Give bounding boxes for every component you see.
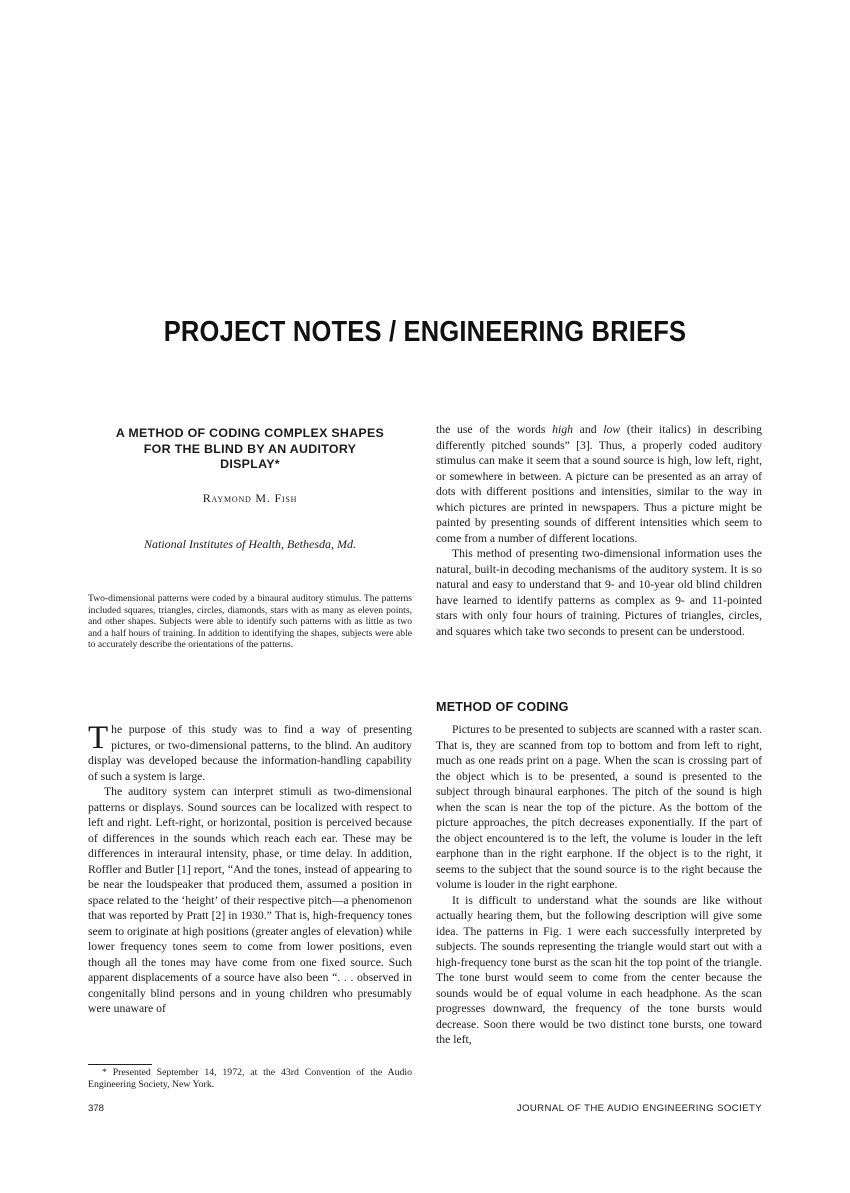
- right-column-body-top: [436, 422, 762, 639]
- article-title-line: A METHOD OF CODING COMPLEX SHAPES: [115, 426, 385, 440]
- footnote-divider: [88, 1064, 152, 1065]
- journal-name: JOURNAL OF THE AUDIO ENGINEERING SOCIETY: [516, 1103, 762, 1114]
- section-title: PROJECT NOTES / ENGINEERING BRIEFS: [163, 316, 687, 348]
- section-subheading: METHOD OF CODING: [436, 700, 569, 714]
- body-paragraph: [88, 722, 412, 784]
- article-title-line: DISPLAY*: [220, 457, 280, 471]
- body-paragraph: It is difficult to understand what the sounds are like without actually hearing them, but the following description will give some idea. The patterns in Fig. 1 were each successfully interpreted by subjects. The sounds representing the triangle would start out with a high-frequency tone burst as the scan hit the top point of the triangle. The tone burst would seem to come from the center because the sounds would be of equal volume in each headphone. As the scan progresses downward, the frequency of the tone bursts would decrease. Soon there would be two distinct tone bursts, one toward the left,: [436, 893, 762, 1046]
- body-paragraph: Pictures to be presented to subjects are scanned with a raster scan. That is, they are scanned from top to bottom and from left to right, much as one reads print on a page. When the scan is crossing part of the object which is to be presented, a sound is presented to the subject through binaural earphones. The pitch of the sound is high when the scan is near the top of the picture. As the bottom of the picture approaches, the pitch decreases exponentially. If the part of the object encountered is to the left, the volume is louder in the left earphone than in the right earphone. If the object is to the right, it seems to the subject that the sound source is to the right because the volume is louder in the right earphone.: [436, 723, 762, 891]
- article-title-line: FOR THE BLIND BY AN AUDITORY: [143, 441, 357, 456]
- body-text-span: and: [572, 423, 604, 436]
- author-affiliation: National Institutes of Health, Bethesda, Md.: [144, 537, 356, 551]
- page-number: 378: [88, 1103, 105, 1114]
- body-paragraph-text: he purpose of this study was to find a way of presenting pictures, or two-dimensional patterns, to the blind. An auditory display was developed because the information-handling capability of such a system is large.: [88, 723, 412, 783]
- body-paragraph: [436, 422, 762, 546]
- left-column-body: [88, 722, 412, 1017]
- abstract: Two-dimensional patterns were coded by a binaural auditory stimulus. The patterns included squares, triangles, circles, diamonds, stars with as many as eleven points, and other shapes. Subjects were able to identify such patterns with as little as two and a half hours of training. In addition to identifying the shapes, subjects were able to accurately describe the orientations of the patterns.: [88, 593, 412, 651]
- article-title: [88, 426, 412, 473]
- footnote: * Presented September 14, 1972, at the 43rd Convention of the Audio Engineering Society, New York.: [88, 1067, 412, 1090]
- italic-word: high: [552, 423, 573, 436]
- drop-cap: T: [88, 720, 109, 756]
- italic-word: low: [603, 423, 621, 436]
- body-paragraph: This method of presenting two-dimensional information uses the natural, built-in decoding mechanisms of the auditory system. It is so natural and easy to understand that 9- and 10-year old blind children have learned to identify patterns as complex as 9- and 11-pointed stars with only four hours of training. Pictures of triangles, circles, and squares which take two seconds to present can be understood.: [436, 547, 762, 638]
- body-text-span: the use of the words: [436, 423, 553, 436]
- author-name: Raymond M. Fish: [202, 491, 298, 505]
- body-text-span: (their italics) in describing differently pitched sounds” [3]. Thus, a properly coded auditory stimulus can make it seem that a sound source is high, low left, right, or somewhere in between. A picture can be presented as an array of dots with different positions and intensities, similar to the way in which pictures are printed in newspapers. Thus a picture might be painted by presenting sounds of different intensities which seem to come from a number of different locations.: [436, 423, 763, 545]
- right-column-body-bottom: [436, 722, 762, 1048]
- body-paragraph: The auditory system can interpret stimuli as two-dimensional patterns or displays. Sound sources can be localized with respect to left and right. Left-right, or horizontal, position is perceived because of differences in the sounds which reach each ear. These may be differences in interaural intensity, phase, or time delay. In addition, Roffler and Butler [1] report, “And the tones, instead of appearing to be near the loudspeaker that produced them, assumed a position in space related to the ‘height’ of their respective pitch—a phenomenon that was reported by Pratt [2] in 1930.” That is, high-frequency tones seem to originate at high positions (greater angles of elevation) while lower frequency tones seem to come from lower positions, even though all the tones may have come from one fixed source. Such apparent displacements of a source have also been “. . . observed in congenitally blind persons and in young children who presumably were unaware of: [88, 785, 412, 1015]
